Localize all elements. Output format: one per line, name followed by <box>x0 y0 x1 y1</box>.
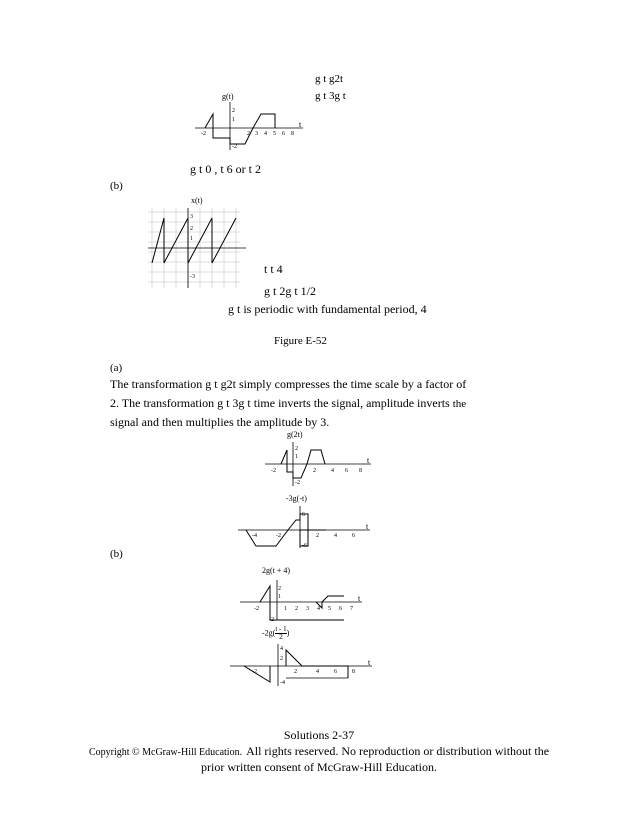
tick-label: 4 <box>280 646 283 652</box>
equation-3: t t 4 <box>264 262 283 276</box>
graph-g-label: g(t) <box>222 92 234 101</box>
tick-label: -2 <box>232 144 237 150</box>
paragraph-line-2 <box>110 396 466 411</box>
tick-label: -2 <box>254 606 259 612</box>
graph-g2t-label: g(2t) <box>287 430 303 439</box>
tick-label: -2 <box>295 480 300 486</box>
graph-g <box>195 100 305 152</box>
tick-label: 2 <box>295 606 298 612</box>
graph-g5-label <box>262 626 289 641</box>
tick-label: 1 <box>278 594 281 600</box>
tick-label: 8 <box>291 131 294 137</box>
tick-label: 4 <box>331 468 334 474</box>
tick-label: 8 <box>352 669 355 675</box>
graph-m3g <box>238 504 373 548</box>
graph-g4 <box>240 578 365 622</box>
tick-label: 2 <box>295 446 298 452</box>
paragraph-line-1: The transformation g t g2t simply compresses the time scale by a factor of <box>110 377 467 391</box>
tick-label: 7 <box>350 606 353 612</box>
graph-g5-num: t - 1 <box>275 625 287 633</box>
svg-text:3: 3 <box>190 214 193 220</box>
graph-x-periodic <box>148 208 248 290</box>
svg-text:t: t <box>358 594 361 603</box>
tick-label: 6 <box>339 606 342 612</box>
tick-label: 2 <box>278 586 281 592</box>
tick-label: 2 <box>247 131 250 137</box>
tick-label: 3 <box>255 131 258 137</box>
svg-text:1: 1 <box>190 236 193 242</box>
page-number: Solutions 2-37 <box>283 728 355 742</box>
equation-2: g t 3g t <box>315 90 346 102</box>
tick-label: 6 <box>302 512 305 518</box>
tick-label: 4 <box>316 669 319 675</box>
tick-label: 2 <box>280 656 283 662</box>
graph-g4-label: 2g(t + 4) <box>262 566 291 575</box>
equation-1: g t g2t <box>315 73 344 85</box>
paragraph-line-2a: 2. The transformation g t 3g t time inverts the signal, amplitude inverts <box>110 396 450 410</box>
tick-label: -2 <box>201 131 206 137</box>
tick-label: -2 <box>271 468 276 474</box>
svg-text:t: t <box>366 522 369 531</box>
tick-label: 3 <box>306 606 309 612</box>
result-line: g t 0 , t 6 or t 2 <box>190 162 261 176</box>
tick-label: 1 <box>295 454 298 460</box>
svg-text:t: t <box>299 120 302 129</box>
tick-label: 8 <box>359 468 362 474</box>
copyright-part-b: All rights reserved. No reproduction or distribution without the <box>246 744 550 758</box>
svg-text:-3: -3 <box>190 274 195 280</box>
tick-label: -2 <box>276 533 281 539</box>
tick-label: -2 <box>269 617 274 623</box>
tick-label: 2 <box>313 468 316 474</box>
graph-x-label: x(t) <box>191 196 203 205</box>
periodic-statement: g t is periodic with fundamental period, 4 <box>228 302 427 316</box>
svg-text:t: t <box>367 456 370 465</box>
equation-4: g t 2g t 1/2 <box>264 284 317 298</box>
tick-label: 4 <box>317 606 320 612</box>
part-b-label: (b) <box>110 180 123 192</box>
copyright-line-1 <box>0 742 638 760</box>
tick-label: 1 <box>232 117 235 123</box>
tick-label: -6 <box>302 543 307 549</box>
paragraph-line-2b: the <box>452 398 467 410</box>
graph-g5-label-pre: -2g( <box>262 628 276 638</box>
tick-label: 6 <box>334 669 337 675</box>
copyright-part-a: Copyright © McGraw-Hill Education. <box>88 747 243 758</box>
graph-g5 <box>230 642 375 688</box>
svg-text:t: t <box>368 658 371 667</box>
tick-label: 2 <box>316 533 319 539</box>
graph-g5-label-post: ) <box>286 628 290 638</box>
part-a-label: (a) <box>110 362 123 374</box>
tick-label: 6 <box>345 468 348 474</box>
tick-label: 6 <box>352 533 355 539</box>
graph-m3g-label: -3g(-t) <box>286 494 307 503</box>
graph-g2t <box>265 440 375 488</box>
tick-label: -4 <box>252 533 257 539</box>
tick-label: 4 <box>334 533 337 539</box>
paragraph-line-3: signal and then multiplies the amplitude by 3. <box>110 415 330 429</box>
copyright-line-2: prior written consent of McGraw-Hill Education. <box>201 760 437 774</box>
figure-caption: Figure E-52 <box>274 335 327 347</box>
svg-text:2: 2 <box>190 226 193 232</box>
tick-label: 1 <box>284 606 287 612</box>
tick-label: 2 <box>232 108 235 114</box>
part-b-label-2: (b) <box>110 548 123 560</box>
tick-label: 6 <box>282 131 285 137</box>
graph-g5-den: 2 <box>279 633 283 641</box>
tick-label: 2 <box>294 669 297 675</box>
tick-label: 4 <box>264 131 267 137</box>
tick-label: -4 <box>280 680 285 686</box>
tick-label: 5 <box>273 131 276 137</box>
tick-label: -2 <box>252 669 257 675</box>
tick-label: 5 <box>328 606 331 612</box>
